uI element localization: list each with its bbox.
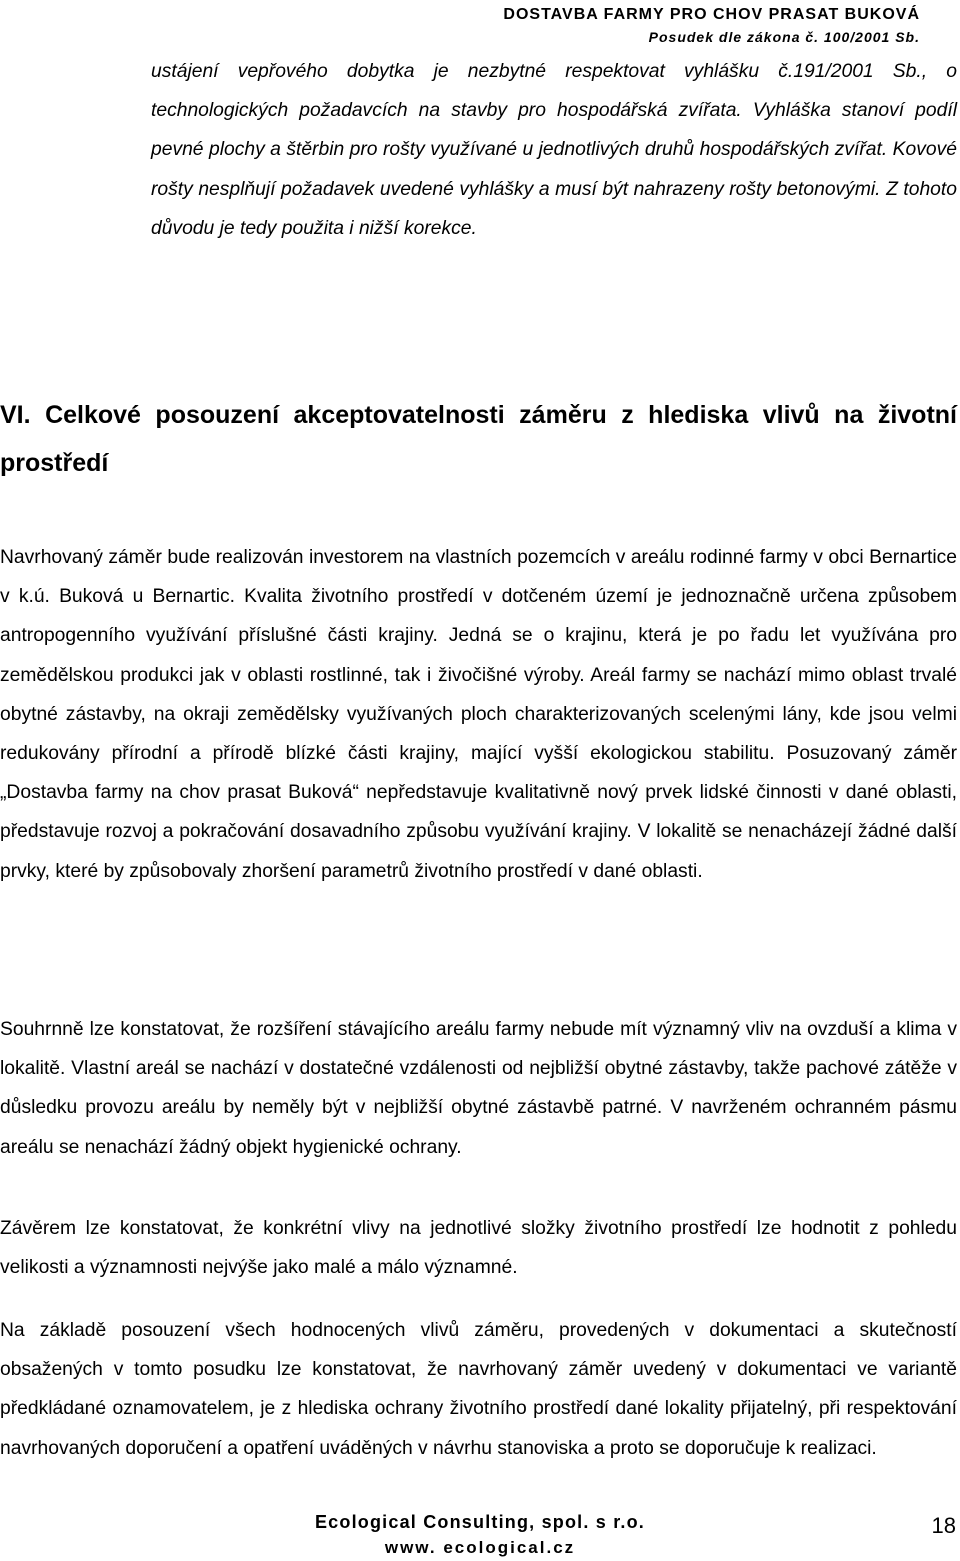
section-title: Celkové posouzení akceptovatelnosti záměru z hlediska vlivů na životní prostředí — [0, 401, 957, 477]
document-header-title: DOSTAVBA FARMY PRO CHOV PRASAT BUKOVÁ — [503, 6, 920, 23]
section-number: VI. — [0, 401, 31, 429]
section-heading — [0, 391, 957, 487]
body-paragraph: Závěrem lze konstatovat, že konkrétní vlivy na jednotlivé složky životního prostředí lze hodnotit z pohledu velikosti a významnosti nejvýše jako malé a málo významné. — [0, 1218, 957, 1279]
body-paragraph: Souhrnně lze konstatovat, že rozšíření stávajícího areálu farmy nebude mít významný vliv na ovzduší a klima v lokalitě. Vlastní areál se nachází v dostatečné vzdálenosti od nejbližší obytné zástavby, takže pachové zátěže v důsledku provozu areálu by neměly být v nejbližší obytné zástavbě patrné. V navrženém ochranném pásmu areálu se nenachází žádný objekt hygienické ochrany. — [0, 1019, 957, 1158]
body-paragraph: Navrhovaný záměr bude realizován investorem na vlastních pozemcích v areálu rodinné farmy v obci Bernartice v k.ú. Buková u Bernartic. Kvalita životního prostředí v dotčeném území je jednoznačně určena způsobem antropogenního využívání příslušné části krajiny. Jedná se o krajinu, která je po řadu let využívána pro zemědělskou produkci jak v oblasti rostlinné, tak i živočišné výroby. Areál farmy se nachází mimo oblast trvalé obytné zástavby, na okraji zemědělsky využívaných ploch charakterizovaných scelenými lány, kde jsou velmi redukovány přírodní a přírodě blízké části krajiny, mající vyšší ekologickou stabilitu. Posuzovaný záměr „Dostavba farmy na chov prasat Buková“ nepředstavuje kvalitativně nový prvek lidské činnosti v dané oblasti, představuje rozvoj a pokračování dosavadního způsobu využívání krajiny. V lokalitě se nenacházejí žádné další prvky, které by způsobovaly zhoršení parametrů životního prostředí v dané oblasti. — [0, 547, 957, 882]
body-paragraph: Na základě posouzení všech hodnocených vlivů záměru, provedených v dokumentaci a skutečností obsažených v tomto posudku lze konstatovat, že navrhovaný záměr uvedený v dokumentaci ve variantě předkládané oznamovatelem, je z hlediska ochrany životního prostředí dané lokality přijatelný, při respektování navrhovaných doporučení a opatření uváděných v návrhu stanoviska a proto se doporučuje k realizaci. — [0, 1320, 957, 1459]
footer-company: Ecological Consulting, spol. s r.o. — [314, 1512, 646, 1532]
document-header-subtitle: Posudek dle zákona č. 100/2001 Sb. — [648, 29, 920, 45]
page-number: 18 — [931, 1513, 956, 1538]
footer-website: www. ecological.cz — [384, 1538, 576, 1557]
intro-paragraph: ustájení vepřového dobytka je nezbytné respektovat vyhlášku č.191/2001 Sb., o technologických požadavcích na stavby pro hospodářská zvířata. Vyhláška stanoví podíl pevné plochy a štěrbin pro rošty využívané u jednotlivých druhů hospodářských zvířat. Kovové rošty nesplňují požadavek uvedené vyhlášky a musí být nahrazeny rošty betonovými. Z tohoto důvodu je tedy použita i nižší korekce. — [151, 61, 957, 239]
